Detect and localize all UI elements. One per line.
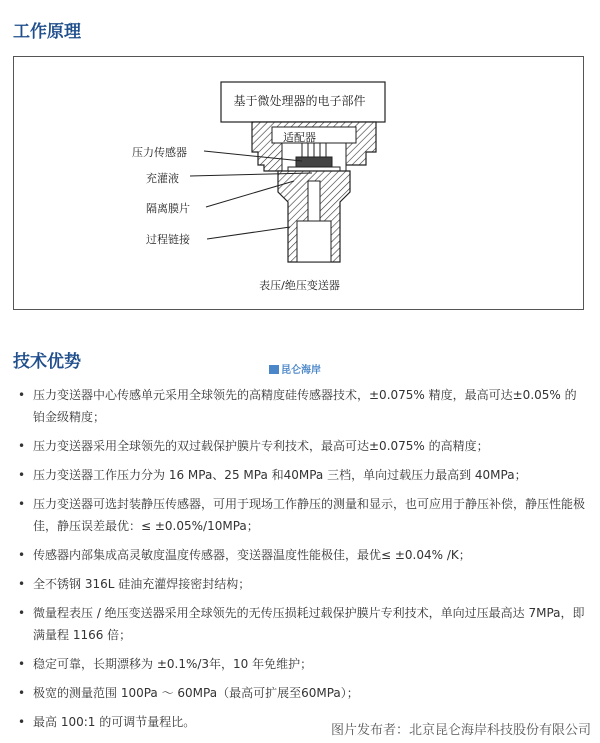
image-credit: 图片发布者：北京昆仑海岸科技股份有限公司 [330, 723, 591, 738]
bullet-icon: • [18, 548, 26, 562]
list-item: • 最高 100:1 的可调节量程比。 [0, 711, 600, 733]
pressure-sensor-chip [296, 157, 332, 167]
principle-diagram [13, 56, 584, 310]
bullet-icon: • [18, 577, 26, 591]
section-title-working-principle: 工作原理 [13, 22, 81, 42]
list-item: • 极宽的测量范围 100Pa ～ 60MPa（最高可扩展至60MPa）； [0, 682, 600, 704]
logo-icon [269, 365, 279, 374]
list-item: • 稳定可靠，长期漂移为 ±0.1%/3年，10 年免维护； [0, 653, 600, 675]
fill-fluid-label: 充灌液 [146, 172, 179, 185]
list-item: • 微量程表压 / 绝压变送器采用全球领先的无传压损耗过载保护膜片专利技术，单向过压最高达 7MPa，即满量程 1166 倍； [0, 602, 600, 646]
bullet-icon: • [18, 606, 26, 620]
electronics-label: 基于微处理器的电子部件 [233, 94, 366, 108]
adapter-label: 适配器 [283, 131, 316, 144]
advantages-list [0, 384, 600, 740]
section-title-advantages: 技术优势 [13, 352, 81, 372]
watermark-text: 昆仑海岸 [281, 365, 321, 376]
bullet-icon: • [18, 686, 26, 700]
bullet-icon: • [18, 439, 26, 453]
bullet-icon: • [18, 497, 26, 511]
list-item: • 全不锈钢 316L 硅油充灌焊接密封结构； [0, 573, 600, 595]
list-item: • 压力变送器可选封装静压传感器，可用于现场工作静压的测量和显示，也可应用于静压补偿，静压性能极佳，静压误差最优：≤ ±0.05%/10MPa； [0, 493, 600, 537]
list-item: • 传感器内部集成高灵敏度温度传感器，变送器温度性能极佳，最优≤ ±0.04% /K； [0, 544, 600, 566]
bullet-icon: • [18, 468, 26, 482]
bullet-icon: • [18, 715, 26, 729]
isolating-diaphragm-label: 隔离膜片 [146, 202, 190, 215]
figure-caption: 表压/绝压变送器 [259, 279, 340, 292]
pressure-sensor-label: 压力传感器 [132, 146, 187, 159]
watermark-logo [269, 361, 321, 376]
list-item: • 压力变送器工作压力分为 16 MPa、25 MPa 和40MPa 三档，单向过载压力最高到 40MPa； [0, 464, 600, 486]
list-item: • 压力变送器采用全球领先的双过载保护膜片专利技术，最高可达±0.075% 的高精度； [0, 435, 600, 457]
bullet-icon: • [18, 657, 26, 671]
bullet-icon: • [18, 388, 26, 402]
list-item: • 压力变送器中心传感单元采用全球领先的高精度硅传感器技术，±0.075% 精度，最高可达±0.05% 的铂金级精度； [0, 384, 600, 428]
process-connection-label: 过程链接 [146, 233, 190, 246]
